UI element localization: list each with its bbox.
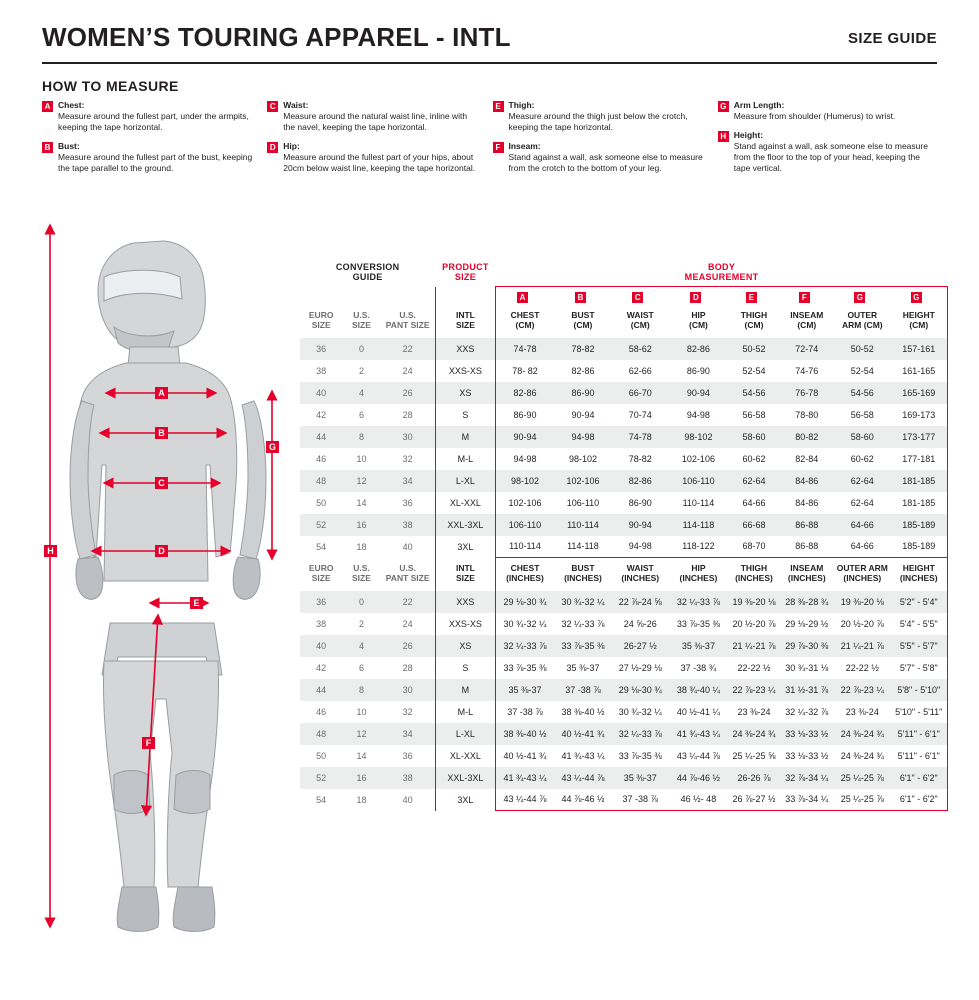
col-badge-e: E: [746, 292, 757, 303]
cell-height: 157-161: [891, 338, 948, 360]
table-row: 44 8 30 M 90-94 94-98 74-78 98-102 58-60 80-82 58-60 173-177: [300, 426, 948, 448]
conversion-guide-line1: CONVERSION: [335, 262, 400, 273]
col-head-height-in: HEIGHT (INCHES): [891, 558, 948, 591]
size-table: [300, 262, 948, 811]
col-head-inseam-cm: INSEAM (CM): [790, 310, 824, 330]
how-to-measure-grid: [42, 100, 943, 182]
col-head-chest-in: CHEST (INCHES): [496, 558, 554, 591]
page-header: [42, 22, 937, 64]
measure-name: Waist:: [283, 100, 309, 110]
measure-item: [493, 100, 704, 133]
cell-thigh: 50-52: [742, 343, 766, 354]
table-row: 54 18 40 3XL 43 ¼-44 ⅞ 44 ⅞-46 ½ 37 -38 ⅞ 46 ½- 48 26 ⅞-27 ½ 33 ⅞-34 ¼ 25 ¼-25 ⅞ 6'1" - 6'2": [300, 789, 948, 811]
measure-name: Hip:: [283, 141, 300, 152]
letter-badge-e: E: [493, 101, 504, 112]
table-badge-row: [300, 287, 948, 308]
table-header-row-cm: [300, 307, 948, 338]
cell-chest: 74-78: [496, 338, 554, 360]
col-badge-d: D: [690, 292, 701, 303]
col-badge-g1: G: [854, 292, 865, 303]
col-head-height-cm: HEIGHT (CM): [891, 307, 948, 338]
product-box-top: [435, 287, 495, 308]
col-badge-b: B: [575, 292, 586, 303]
table-row: 42 6 28 S 33 ⅞-35 ⅜ 35 ⅜-37 27 ½-29 ⅛ 37 -38 ¾ 22-22 ½ 30 ¾-31 ⅛ 22-22 ½ 5'7" - 5'8": [300, 657, 948, 679]
mannequin-figure: [30, 215, 320, 945]
measure-item: [42, 141, 253, 174]
figure-marker-f: F: [145, 738, 152, 748]
letter-badge-h: H: [718, 131, 729, 142]
measure-desc: Measure around the thigh just below the crotch, keeping the tape horizontal.: [508, 111, 688, 133]
how-to-measure-column: [42, 100, 267, 182]
table-row: 38 2 24 XXS-XS 30 ¾-32 ¼ 32 ¼-33 ⅞ 24 ⅝-26 33 ⅞-35 ⅜ 20 ½-20 ⅞ 29 ⅛-29 ½ 20 ½-20 ⅞ 5'4" - 5'5": [300, 613, 948, 635]
cell-inseam: 72-74: [795, 343, 819, 354]
product-size-line2: SIZE: [454, 272, 477, 283]
col-head-euro-size: EURO SIZE: [308, 310, 334, 330]
measure-name: Arm Length:: [733, 100, 785, 110]
col-head-inseam-in: INSEAM (INCHES): [779, 558, 834, 591]
how-to-measure-column: [493, 100, 718, 182]
col-head-thigh-in: THIGH (INCHES): [728, 558, 779, 591]
col-head-hip-in: HIP (INCHES): [668, 558, 728, 591]
table-row: [300, 338, 948, 360]
measure-name: Bust:: [58, 141, 80, 152]
measure-item: [493, 141, 704, 174]
figure-marker-g: G: [268, 442, 277, 452]
conversion-guide-group: [300, 262, 435, 287]
measure-desc: Measure around the fullest part of the bust, keeping the tape parallel to the ground.: [58, 152, 253, 174]
table-row: 36 0 22 XXS 29 ⅛-30 ¾ 30 ¾-32 ¼ 22 ⅞-24 ⅝ 32 ¼-33 ⅞ 19 ⅜-20 ⅛ 28 ⅜-28 ¾ 19 ⅜-20 ⅛ 5'2" - 5'4": [300, 591, 948, 613]
col-head-euro-size-in: EURO SIZE: [308, 563, 334, 583]
table-row: 48 12 34 L-XL 38 ⅜-40 ½ 40 ½-41 ¾ 32 ¼-33 ⅞ 41 ¾-43 ¼ 24 ⅜-24 ¾ 33 ⅛-33 ½ 24 ⅜-24 ¾ 5'11" - 6'1": [300, 723, 948, 745]
measure-item: [42, 100, 253, 133]
page-title: WOMEN’S TOURING APPAREL - INTL: [42, 22, 511, 52]
cell-us: 0: [358, 343, 364, 354]
letter-badge-c: C: [267, 101, 278, 112]
body-measurement-line2: MEASUREMENT: [684, 272, 759, 282]
table-row: 42 6 28 S 86-90 90-94 70-74 94-98 56-58 78-80 56-58 169-173: [300, 404, 948, 426]
size-guide-label: SIZE GUIDE: [847, 30, 937, 47]
measure-desc: Measure around the fullest part, under the armpits, keeping the tape horizontal.: [58, 111, 249, 133]
table-row: 44 8 30 M 35 ⅜-37 37 -38 ⅞ 29 ⅛-30 ¾ 38 ¾-40 ¼ 22 ⅞-23 ¼ 31 ½-31 ⅞ 22 ⅞-23 ¼ 5'8" - 5'10": [300, 679, 948, 701]
col-head-us-size-in: U.S. SIZE: [352, 563, 371, 583]
table-row: 46 10 32 M-L 94-98 98-102 78-82 102-106 60-62 82-84 60-62 177-181: [300, 448, 948, 470]
measure-desc: Measure from shoulder (Humerus) to wrist.: [733, 111, 896, 122]
letter-badge-a: A: [42, 101, 53, 112]
body-measurement-group: [496, 262, 948, 287]
table-row: 46 10 32 M-L 37 -38 ⅞ 38 ⅜-40 ½ 30 ¾-32 ¼ 40 ½-41 ¼ 23 ⅜-24 32 ¼-32 ⅞ 23 ⅜-24 5'10" - 5'11": [300, 701, 948, 723]
header-divider: [42, 62, 937, 64]
measure-desc: Stand against a wall, ask someone else to measure from the floor to the top of your head, keeping the tape vertical.: [733, 141, 928, 174]
col-badge-f: F: [799, 292, 810, 303]
cell-us-pant: 22: [402, 343, 413, 354]
col-head-intl-size: INTL SIZE: [435, 307, 495, 338]
letter-badge-b: B: [42, 142, 53, 153]
col-head-hip-cm: HIP (CM): [689, 310, 708, 330]
body-measurement-line1: BODY: [707, 262, 736, 272]
size-chart-table: [300, 262, 948, 811]
col-head-intl-size-in: INTL SIZE: [435, 558, 495, 591]
measure-name: Height:: [733, 130, 764, 141]
measure-name: Inseam:: [508, 141, 541, 152]
table-row: 52 16 38 XXL-3XL 41 ¾-43 ¼ 43 ¼-44 ⅞ 35 ⅜-37 44 ⅞-46 ½ 26-26 ⅞ 32 ⅞-34 ¼ 25 ¼-25 ⅞ 6'1" - 6'2": [300, 767, 948, 789]
col-head-chest-cm: CHEST (CM): [496, 307, 554, 338]
measure-desc: Stand against a wall, ask someone else to measure from the crotch to the bottom of your leg.: [508, 152, 703, 174]
conversion-guide-line2: GUIDE: [352, 272, 383, 283]
table-row: 40 4 26 XS 82-86 86-90 66-70 90-94 54-56 76-78 54-56 165-169: [300, 382, 948, 404]
table-header-row-inches: [300, 558, 948, 591]
table-group-header-row: [300, 262, 948, 287]
table-row: 40 4 26 XS 32 ¼-33 ⅞ 33 ⅞-35 ⅜ 26-27 ½ 35 ⅜-37 21 ¼-21 ⅞ 29 ⅞-30 ⅜ 21 ¼-21 ⅞ 5'5" - 5'7": [300, 635, 948, 657]
col-badge-c: C: [632, 292, 643, 303]
measure-desc: Measure around the fullest part of your hips, about 20cm below waist line, keeping the tape horizontal.: [283, 152, 476, 174]
col-head-waist-in: WAIST (INCHES): [612, 558, 668, 591]
col-badge-a: A: [517, 292, 528, 303]
col-head-waist-cm: WAIST (CM): [626, 310, 654, 330]
letter-badge-f: F: [493, 142, 504, 153]
letter-badge-g: G: [718, 101, 729, 112]
figure-marker-b: B: [158, 428, 165, 438]
figure-marker-d: D: [158, 546, 165, 556]
measure-desc: Measure around the natural waist line, inline with the navel, keeping the tape horizontal.: [283, 111, 468, 133]
figure-marker-e: E: [193, 598, 200, 608]
product-size-line1: PRODUCT: [442, 262, 489, 273]
how-to-measure-column: [718, 100, 943, 182]
measure-name: Thigh:: [508, 100, 535, 110]
how-to-measure-column: [267, 100, 492, 182]
table-row: 50 14 36 XL-XXL 102-106 106-110 86-90 110-114 64-66 84-86 62-64 181-185: [300, 492, 948, 514]
cell-hip: 82-86: [686, 343, 710, 354]
table-row: 48 12 34 L-XL 98-102 102-106 82-86 106-110 62-64 84-86 62-64 181-185: [300, 470, 948, 492]
col-badge-g2: G: [911, 292, 922, 303]
measure-item: [267, 141, 478, 174]
col-head-outer-arm-in: OUTER ARM (INCHES): [834, 558, 890, 591]
col-head-us-pant-size-in: U.S. PANT SIZE: [385, 563, 430, 583]
measure-item: [718, 100, 929, 122]
table-row: 54 18 40 3XL 110-114 114-118 94-98 118-122 68-70 86-88 64-66 185-189: [300, 536, 948, 558]
measure-item: [267, 100, 478, 133]
col-head-us-size: U.S. SIZE: [352, 310, 371, 330]
measure-name: Chest:: [58, 100, 85, 110]
table-row: 52 16 38 XXL-3XL 106-110 110-114 90-94 114-118 66-68 86-88 64-66 185-189: [300, 514, 948, 536]
col-head-bust-cm: BUST (CM): [571, 310, 595, 330]
cell-bust: 78-82: [571, 343, 595, 354]
letter-badge-d: D: [267, 142, 278, 153]
col-head-thigh-cm: THIGH (CM): [740, 310, 768, 330]
cell-intl: XXS: [435, 338, 495, 360]
cell-euro: 36: [316, 343, 327, 354]
product-size-group: [435, 262, 495, 287]
figure-marker-a: A: [158, 388, 165, 398]
how-to-measure-title: HOW TO MEASURE: [42, 78, 179, 94]
figure-marker-c: C: [158, 478, 165, 488]
col-head-bust-in: BUST (INCHES): [554, 558, 612, 591]
cell-waist: 58-62: [628, 343, 652, 354]
cell-outer-arm: 50-52: [850, 343, 874, 354]
col-head-outer-arm-cm: OUTER ARM (CM): [842, 310, 883, 330]
figure-marker-h: H: [47, 546, 54, 556]
table-row: 38 2 24 XXS-XS 78- 82 82-86 62-66 86-90 52-54 74-76 52-54 161-165: [300, 360, 948, 382]
measure-item: [718, 130, 929, 174]
col-head-us-pant-size: U.S. PANT SIZE: [385, 310, 430, 330]
table-row: 50 14 36 XL-XXL 40 ½-41 ¾ 41 ¾-43 ¼ 33 ⅞-35 ⅜ 43 ¼-44 ⅞ 25 ¼-25 ⅝ 33 ⅛-33 ½ 24 ⅜-24 ¾ 5'11" - 6'1": [300, 745, 948, 767]
